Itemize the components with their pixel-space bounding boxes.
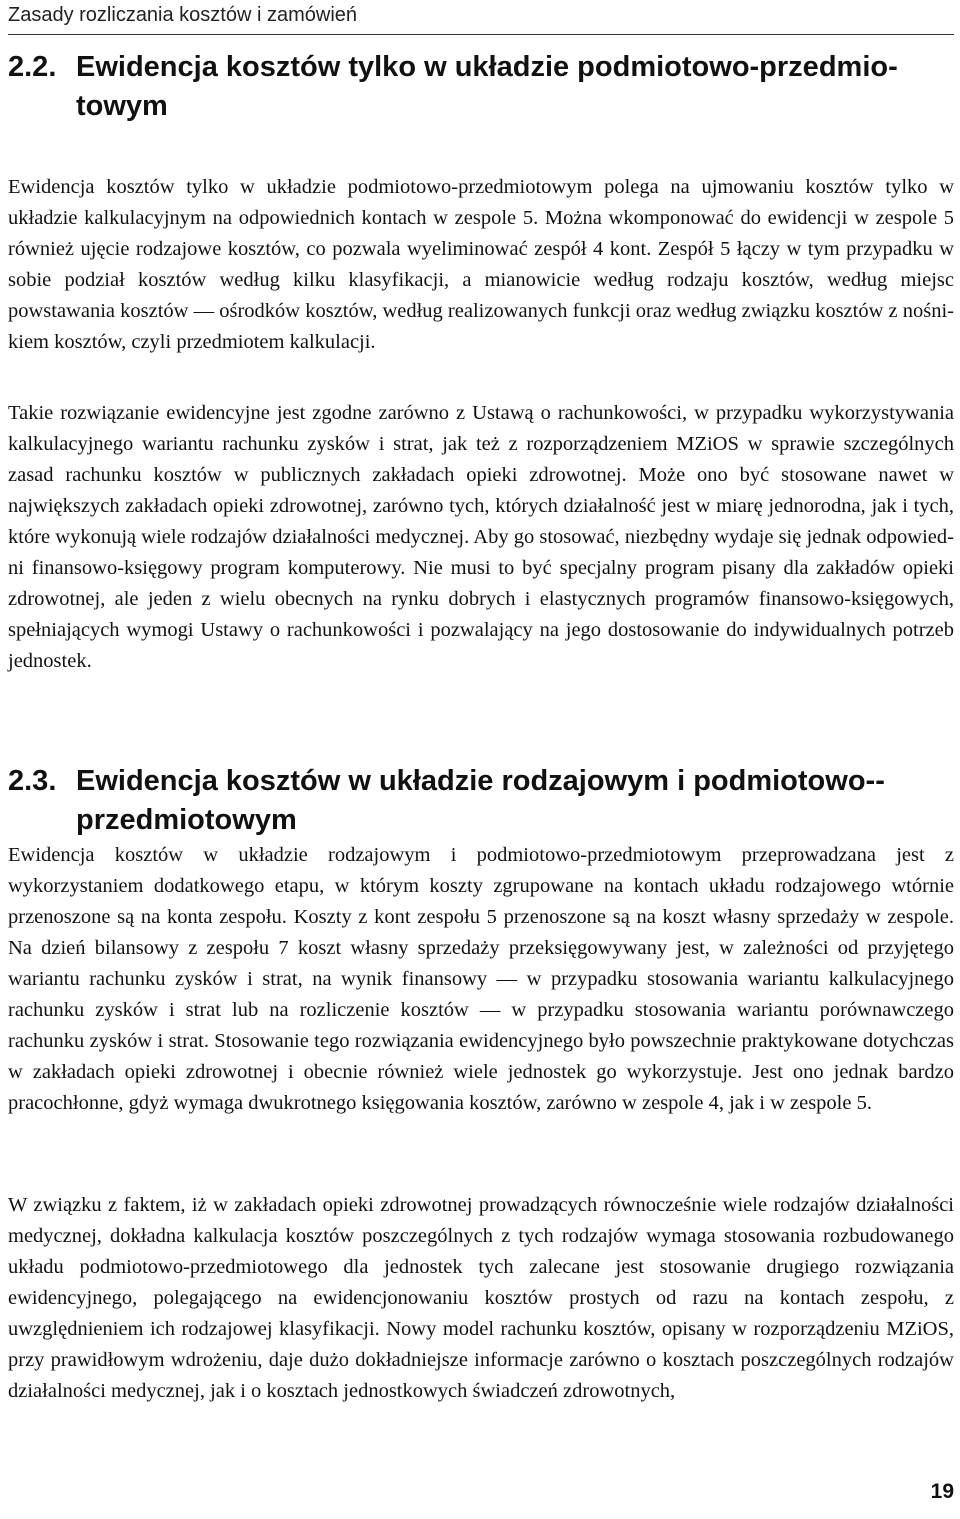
document-page	[8, 0, 954, 1519]
section-heading-2-3	[8, 762, 954, 840]
section-title: Ewidencja kosztów tylko w układzie podmiotowo-przedmio-towym	[76, 51, 898, 122]
section-heading-2-2	[8, 48, 954, 126]
header-divider	[8, 34, 954, 35]
section-number: 2.2.	[8, 51, 57, 83]
paragraph: Ewidencja kosztów w układzie rodzajowym i podmiotowo-przedmiotowym przeprowadzana jest z wykorzystaniem dodatkowego etapu, w którym koszty zgrupowane na kontach układu rodzajowego wtórnie przenoszone są na konta zespołu. Koszty z kont zespołu 5 przenoszone są na koszt własny sprzedaży w zespole. Na dzień bilansowy z zespołu 7 koszt własny sprzedaży przeksięgowywany jest, w zależności od przyjętego wariantu rachunku zysków i strat, na wynik finansowy — w przypadku stosowania wariantu kalkulacyjnego rachunku zysków i strat lub na rozliczenie kosztów — w przypadku stosowania wariantu porównawczego rachunku zysków i strat. Stosowanie tego rozwiązania ewidencyjnego było powszechnie praktykowane dotychczas w zakładach opieki zdrowotnej i obecnie również wiele jednostek go wykorzystuje. Jest ono jednak bardzo pracochłonne, gdyż wymaga dwukrotnego księgowania kosztów, zarówno w zespole 4, jak i w zespole 5.	[8, 844, 954, 1114]
section-title: Ewidencja kosztów w układzie rodzajowym i podmiotowo--przedmiotowym	[76, 765, 885, 836]
paragraph: W związku z faktem, iż w zakładach opieki zdrowotnej prowadzących równocześnie wiele rodzajów działalności medycznej, dokładna kalkulacja kosztów poszczególnych z tych rodzajów wymaga stosowania rozbudowanego układu podmiotowo-przedmiotowego dla jednostek tych zalecane jest stosowanie drugiego rozwiązania ewidencyjnego, polegającego na ewidencjonowaniu kosztów prostych od razu na kontach zespołu, z uwzględnieniem ich rodzajowej klasyfikacji. Nowy model rachunku kosztów, opisany w rozporządzeniu MZiOS, przy prawidłowym wdrożeniu, daje dużo dokładniejsze informacje zarówno o kosztach poszczególnych rodzajów działalności medycznej, jak i o kosztach jednostkowych świadczeń zdrowotnych,	[8, 1194, 954, 1402]
paragraph: Ewidencja kosztów tylko w układzie podmiotowo-przedmiotowym polega na ujmowaniu kosztów tylko w układzie kalkulacyjnym na odpowiednich kontach w zespole 5. Można wkomponować do ewidencji w zespole 5 również ujęcie rodzajowe kosztów, co pozwala wyeliminować zespół 4 kont. Zespół 5 łączy w tym przypadku w sobie podział kosztów według kilku klasyfikacji, a mianowicie według rodzaju kosztów, według miejsc powstawania kosztów — ośrodków kosztów, według realizowanych funkcji oraz według związku kosztów z nośnikiem kosztów, czyli przedmiotem kalkulacji.	[8, 176, 954, 353]
page-number: 19	[930, 1480, 954, 1503]
running-header: Zasady rozliczania kosztów i zamówień	[8, 4, 358, 26]
section-number: 2.3.	[8, 765, 57, 797]
paragraph: Takie rozwiązanie ewidencyjne jest zgodne zarówno z Ustawą o rachunkowości, w przypadku wykorzystywania kalkulacyjnego wariantu rachunku zysków i strat, jak też z rozporządzeniem MZiOS w sprawie szczególnych zasad rachunku kosztów w publicznych zakładach opieki zdrowotnej. Może ono być stosowane nawet w największych zakładach opieki zdrowotnej, zarówno tych, których działalność jest w miarę jednorodna, jak i tych, które wykonują wiele rodzajów działalności medycznej. Aby go stosować, niezbędny wydaje się jednak odpowiedni finansowo-księgowy program komputerowy. Nie musi to być specjalny program pisany dla zakładów opieki zdrowotnej, ale jeden z wielu obecnych na rynku dobrych i elastycznych programów finansowo-księgowych, spełniających wymogi Ustawy o rachunkowości i pozwalający na jego dostosowanie do indywidualnych potrzeb jednostek.	[8, 402, 954, 672]
